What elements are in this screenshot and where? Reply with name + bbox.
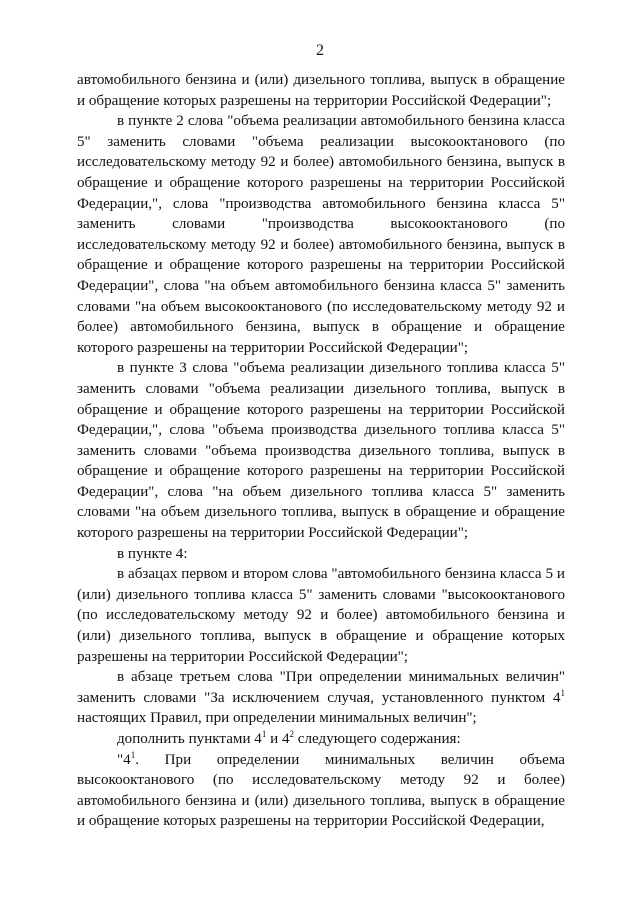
- superscript-text: 2: [289, 729, 295, 739]
- paragraph-text: следующего содержания:: [294, 731, 461, 747]
- paragraph: [77, 564, 565, 667]
- paragraph-text: в пункте 3 слова "объема реализации дизельного топлива класса 5" заменить словами "объема реализации дизельного топлива, выпуск в обращение и обращение которого разрешены на территории Российской Федерации,", слова "объема производства дизельного топлива класса 5" заменить словами "объема производства дизельного топлива, выпуск в обращение и обращение которого разрешены на территории Российской Федерации", слова "на объем дизельного топлива класса 5" заменить словами "на объем дизельного топлива, выпуск в обращение и обращение которого разрешены на территории Российской Федерации";: [77, 360, 565, 542]
- paragraph-text: настоящих Правил, при определении минимальных величин";: [77, 710, 477, 727]
- paragraph: [77, 358, 565, 543]
- paragraph-text: и 4: [266, 731, 290, 747]
- paragraph-text: . При определении минимальных величин объема высокооктанового (по исследовательскому методу 92 и более) автомобильного бензина и (или) дизельного топлива, выпуск в обращение и обращение которых разрешены на территории Российской Федерации,: [77, 751, 565, 830]
- paragraph-text: в пункте 2 слова "объема реализации автомобильного бензина класса 5" заменить словами "объема реализации высокооктанового (по исследовательскому методу 92 и более) автомобильного бензина, выпуск в обращение и обращение которого разрешены на территории Российской Федерации,", слова "производства автомобильного бензина класса 5" заменить словами "производства высокооктанового (по исследовательскому методу 92 и более) автомобильного бензина, выпуск в обращение и обращение которого разрешены на территории Российской Федерации", слова "на объем автомобильного бензина класса 5" заменить словами "на объем высокооктанового (по исследовательскому методу 92 и более) автомобильного бензина, выпуск в обращение и обращение которого разрешены на территории Российской Федерации";: [77, 113, 565, 356]
- paragraph-text: "4: [117, 751, 131, 768]
- paragraph-text: автомобильного бензина и (или) дизельного топлива, выпуск в обращение и обращение которых разрешены на территории Российской Федерации";: [77, 72, 565, 109]
- paragraph-text: в абзацах первом и втором слова "автомобильного бензина класса 5 и (или) дизельного топлива класса 5" заменить словами "высокооктанового (по исследовательскому методу 92 и более) автомобильного бензина и (или) дизельного топлива, выпуск в обращение и обращение которых разрешены на территории Российской Федерации";: [77, 566, 565, 665]
- paragraph-text: в абзаце третьем слова "При определении минимальных величин" заменить словами "За исключением случая, установленного пунктом 4: [77, 669, 565, 706]
- document-body: [77, 70, 565, 832]
- paragraph: [77, 750, 565, 832]
- page-number: 2: [316, 42, 324, 59]
- superscript-text: 1: [261, 729, 267, 739]
- paragraph: [77, 111, 565, 358]
- superscript-text: 1: [560, 687, 565, 698]
- paragraph: [77, 70, 565, 111]
- paragraph-text: в пункте 4:: [117, 545, 188, 562]
- paragraph: [77, 729, 565, 750]
- paragraph: [77, 544, 565, 565]
- paragraph: [77, 667, 565, 729]
- superscript-text: 1: [130, 749, 136, 760]
- paragraph-text: дополнить пунктами 4: [117, 731, 262, 747]
